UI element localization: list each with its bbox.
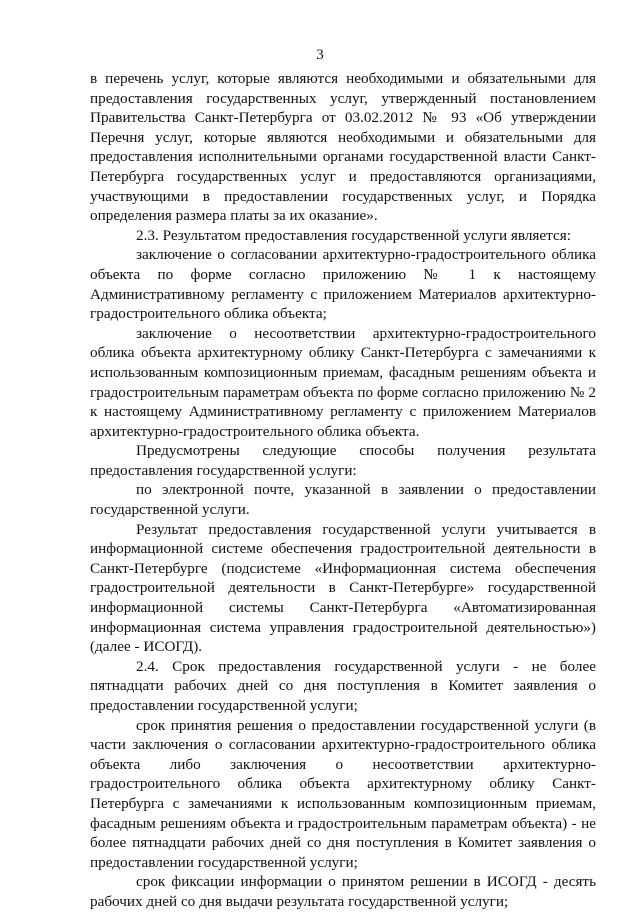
paragraph: 2.3. Результатом предоставления государственной услуги является: — [136, 226, 571, 244]
paragraph: заключение о несоответствии архитектурно-градостроительного облика объекта архитектурному облику Санкт-Петербурга с замечаниями к использованным композиционным приемам, фасадным решениям объекта и градостроительным параметрам объекта по форме согласно приложению № 2 к настоящему Административному регламенту с приложением Материалов архитектурно-градостроительного облика объекта. — [90, 324, 596, 440]
paragraph: срок принятия решения о предоставлении государственной услуги (в части заключения о согласовании архитектурно-градостроительного облика объекта либо заключения о несоответствии архитектурно-градостроительного облика объекта архитектурному облику Санкт-Петербурга с замечаниями к использованным композиционным приемам, фасадным решениям объекта и градостроительным параметрам объекта) - не более пятнадцати рабочих дней со дня поступления в Комитет заявления о предоставлении государственной услуги; — [90, 716, 596, 871]
paragraph: Результат предоставления государственной услуги учитывается в информационной системе обеспечения градостроительной деятельности в Санкт-Петербурге (подсистеме «Информационная система обеспечения градостроительной деятельности в Санкт-Петербурге» государственной информационной системы Санкт-Петербурга «Автоматизированная информационная система управления градостроительной деятельностью») (далее - ИСОГД). — [90, 520, 596, 656]
page-number: 3 — [316, 47, 324, 63]
paragraph: заключение о согласовании архитектурно-градостроительного облика объекта по форме согласно приложению № 1 к настоящему Административному регламенту с приложением Материалов архитектурно-градостроительного облика объекта; — [90, 246, 596, 323]
paragraph: по электронной почте, указанной в заявлении о предоставлении государственной услуги. — [90, 481, 596, 519]
paragraph: Предусмотрены следующие способы получения результата предоставления государственной услуги: — [90, 442, 596, 479]
paragraph: срок фиксации информации о принятом решении в ИСОГД - десять рабочих дней со дня выдачи результата государственной услуги; — [90, 873, 596, 910]
paragraph: 2.4. Срок предоставления государственной услуги - не более пятнадцати рабочих дней со дня поступления в Комитет заявления о предоставлении государственной услуги; — [90, 657, 596, 714]
paragraph: в перечень услуг, которые являются необходимыми и обязательными для предоставления государственных услуг, утвержденный постановлением Правительства Санкт-Петербурга от 03.02.2012 № 93 «Об утверждении Перечня услуг, которые являются необходимыми и обязательными для предоставления исполнительными органами государственной власти Санкт-Петербурга государственных услуг и предоставляются организациями, участвующими в предоставлении государственных услуг, и Порядка определения размера платы за их оказание». — [90, 70, 596, 225]
document-body — [90, 69, 596, 912]
